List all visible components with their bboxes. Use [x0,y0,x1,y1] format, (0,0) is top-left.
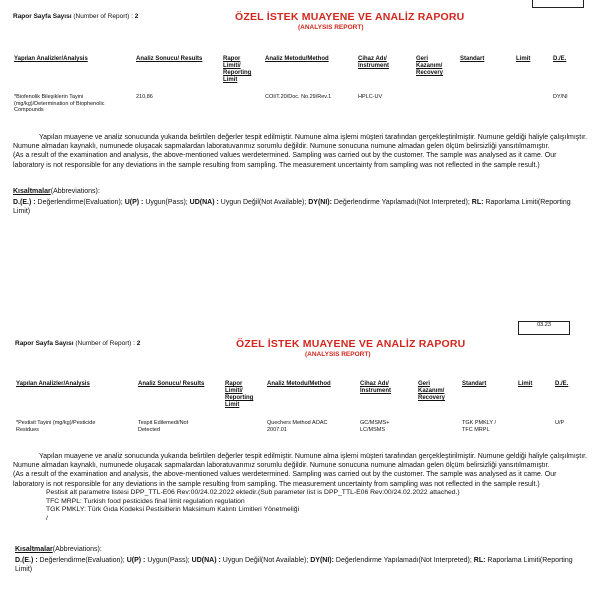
report-subtitle: (ANALYSIS REPORT) [298,24,364,31]
statement-paragraph [13,133,588,170]
abbr-text: Uygun(Pass); [145,199,188,206]
abbreviations-heading [13,188,100,195]
abbr-text: Değerlendirme Yapılamadı(Not Interpreted); [333,199,470,206]
abbr-code: RL: [473,557,486,564]
col-header-standard: Standart [460,56,485,62]
col-header-result: Analiz Sonucu/ Results [136,56,203,62]
abbreviations-list [13,198,573,216]
form-code-box [532,0,584,8]
col-header-de: D./E. [553,56,567,62]
note-slash: / [46,514,48,522]
abbr-text: Raporlama Limiti(Reporting Limit) [13,199,571,215]
statement-tr: Yapılan muayene ve analiz sonucunda yukarıda belirtilen değerler tespit edilmiştir. Numune alma işlemi müşteri tarafından gerçekleştirilmiştir. Numune geldiği haliyle çalışılmıştır. Numune almadan kaynaklı, numunede oluşacak sapmalardan laboratuvarımız sorumlu değildir. Numune sonucuna numune almadan gelen ölçüm belirsizliği yansıtılmamıştır. [13,134,588,151]
col-header-analysis: Yapılan Analizler/Analysis [16,381,90,387]
statement-en: (As a result of the examination and analysis, the above-mentioned values werdetermined. Sampling was carried out by the customer. The sample was analysed as it came. Our laboratory is not responsible for any deviations in the sample resulting from sampling. The measurement uncertainty from sampling was not reflected in the sample result.) [13,152,557,169]
cell-standard: TGK PMKLY / TFC MRPL [462,420,497,433]
col-header-analysis: Yapılan Analizler/Analysis [14,56,88,62]
note-tfc-mrpl: TFC MRPL: Turkish food pesticides final limit regulation regulation [46,497,245,505]
statement-paragraph [13,452,588,489]
cell-instrument: GC/MSMS+ LC/MSMS [360,420,390,433]
abbr-code: UD(NA) : [189,199,219,206]
col-header-reporting-limit: Rapor Limiti/ Reporting Limit [225,381,254,408]
form-code: 03.23 [537,322,551,328]
col-header-recovery: Geri Kazanım/ Recovery [416,56,444,76]
abbr-code: U(P) : [126,557,146,564]
report-title: ÖZEL İSTEK MUAYENE VE ANALİZ RAPORU [236,338,466,350]
col-header-standard: Standart [462,381,487,387]
cell-instrument: HPLC-UV [358,94,383,100]
cell-analysis: *Biofenolik Bileşiklerin Tayini (mg/kg)/Determination of Biophenolic Compounds [14,94,105,113]
abbreviations-title: Kısaltmalar [13,188,51,195]
form-code-box [518,321,570,335]
page-count [13,13,138,20]
page-count-label: Rapor Sayfa Sayısı [15,340,74,347]
page-count [15,340,140,347]
abbreviations-title-en: (Abbreviations): [50,188,100,195]
statement-tr: Yapılan muayene ve analiz sonucunda yukarıda belirtilen değerler tespit edilmiştir. Numune alma işlemi müşteri tarafından gerçekleştirilmiştir. Numune geldiği haliyle çalışılmıştır. Numune almadan kaynaklı, numunede oluşacak sapmalardan laboratuvarımız sorumlu değildir. Numune sonucuna numune almadan gelen ölçüm belirsizliği yansıtılmamıştır. [13,453,588,470]
col-header-limit: Limit [516,56,531,62]
col-header-reporting-limit: Rapor Limiti/ Reporting Limit [223,56,252,83]
cell-method: Quechers Method AOAC 2007.01 [267,420,328,433]
cell-result: 210,86 [136,94,153,100]
abbr-text: Değerlendirme Yapılamadı(Not Interpreted); [335,557,472,564]
page-count-number: 2 [134,13,139,20]
statement-en: (As a result of the examination and analysis, the above-mentioned values werdetermined. Sampling was carried out by the customer. The sample was analysed as it came. Our laboratory is not responsible for any deviations in the sample resulting from sampling. The measurement uncertainty from sampling was not reflected in the sample result.) [13,471,557,488]
abbreviations-title: Kısaltmalar [15,546,53,553]
abbreviations-heading [15,546,102,553]
form-code [551,0,565,1]
cell-result: Tespit Edilemedi/Not Detected [138,420,189,433]
abbr-code: D.(E.) : [13,199,36,206]
abbreviations-list [15,556,575,574]
report-title: ÖZEL İSTEK MUAYENE VE ANALİZ RAPORU [235,11,465,23]
cell-de: U/P [555,420,565,426]
abbr-text: Raporlama Limiti(Reporting Limit) [15,557,573,573]
abbr-code: U(P) : [124,199,144,206]
abbr-code: D.(E.) : [15,557,38,564]
col-header-de: D./E. [555,381,569,387]
abbr-text: Uygun(Pass); [147,557,190,564]
abbr-code: DY(NI): [308,199,332,206]
cell-analysis: *Pestisit Tayini (mg/kg)/Pesticide Residues [16,420,96,433]
col-header-method: Analiz Metodu/Method [265,56,329,62]
abbr-code: DY(NI): [310,557,334,564]
abbr-text: Değerlendirme(Evaluation); [39,557,125,564]
abbr-text: Uygun Değil(Not Available); [220,199,307,206]
report-subtitle: (ANALYSIS REPORT) [305,351,371,358]
cell-de: DY/NI [553,94,568,100]
page-count-label-en: (Number of Report) : [73,13,133,20]
col-header-recovery: Geri Kazanım/ Recovery [418,381,446,401]
col-header-limit: Limit [518,381,533,387]
abbr-code: UD(NA) : [191,557,221,564]
col-header-instrument: Cihaz Adı/ Instrument [358,56,390,69]
abbr-text: Değerlendirme(Evaluation); [37,199,123,206]
page-count-number: 2 [136,340,141,347]
abbreviations-title-en: (Abbreviations): [52,546,102,553]
abbr-code: RL: [471,199,484,206]
abbr-text: Uygun Değil(Not Available); [222,557,309,564]
page-count-label: Rapor Sayfa Sayısı [13,13,72,20]
page-count-label-en: (Number of Report) : [75,340,135,347]
col-header-method: Analiz Metodu/Method [267,381,331,387]
col-header-result: Analiz Sonucu/ Results [138,381,205,387]
notes-list [46,489,586,523]
cell-method: COI/T.20/Doc. No.29/Rev.1 [265,94,332,100]
note-tgk-pmkly: TGK PMKLY: Türk Gıda Kodeksi Pestisitlerin Maksimum Kalıntı Limitleri Yönetmeliği [46,506,300,514]
note-sub-parameter-list: Pestisit alt parametre listesi DPP_TTL-E06 Rev:00/24.02.2022 ektedir.(Sub parameter list is DPP_TTL-E06 Rev:00/24.02.2022 attached.) [46,489,460,496]
col-header-instrument: Cihaz Adı/ Instrument [360,381,392,394]
